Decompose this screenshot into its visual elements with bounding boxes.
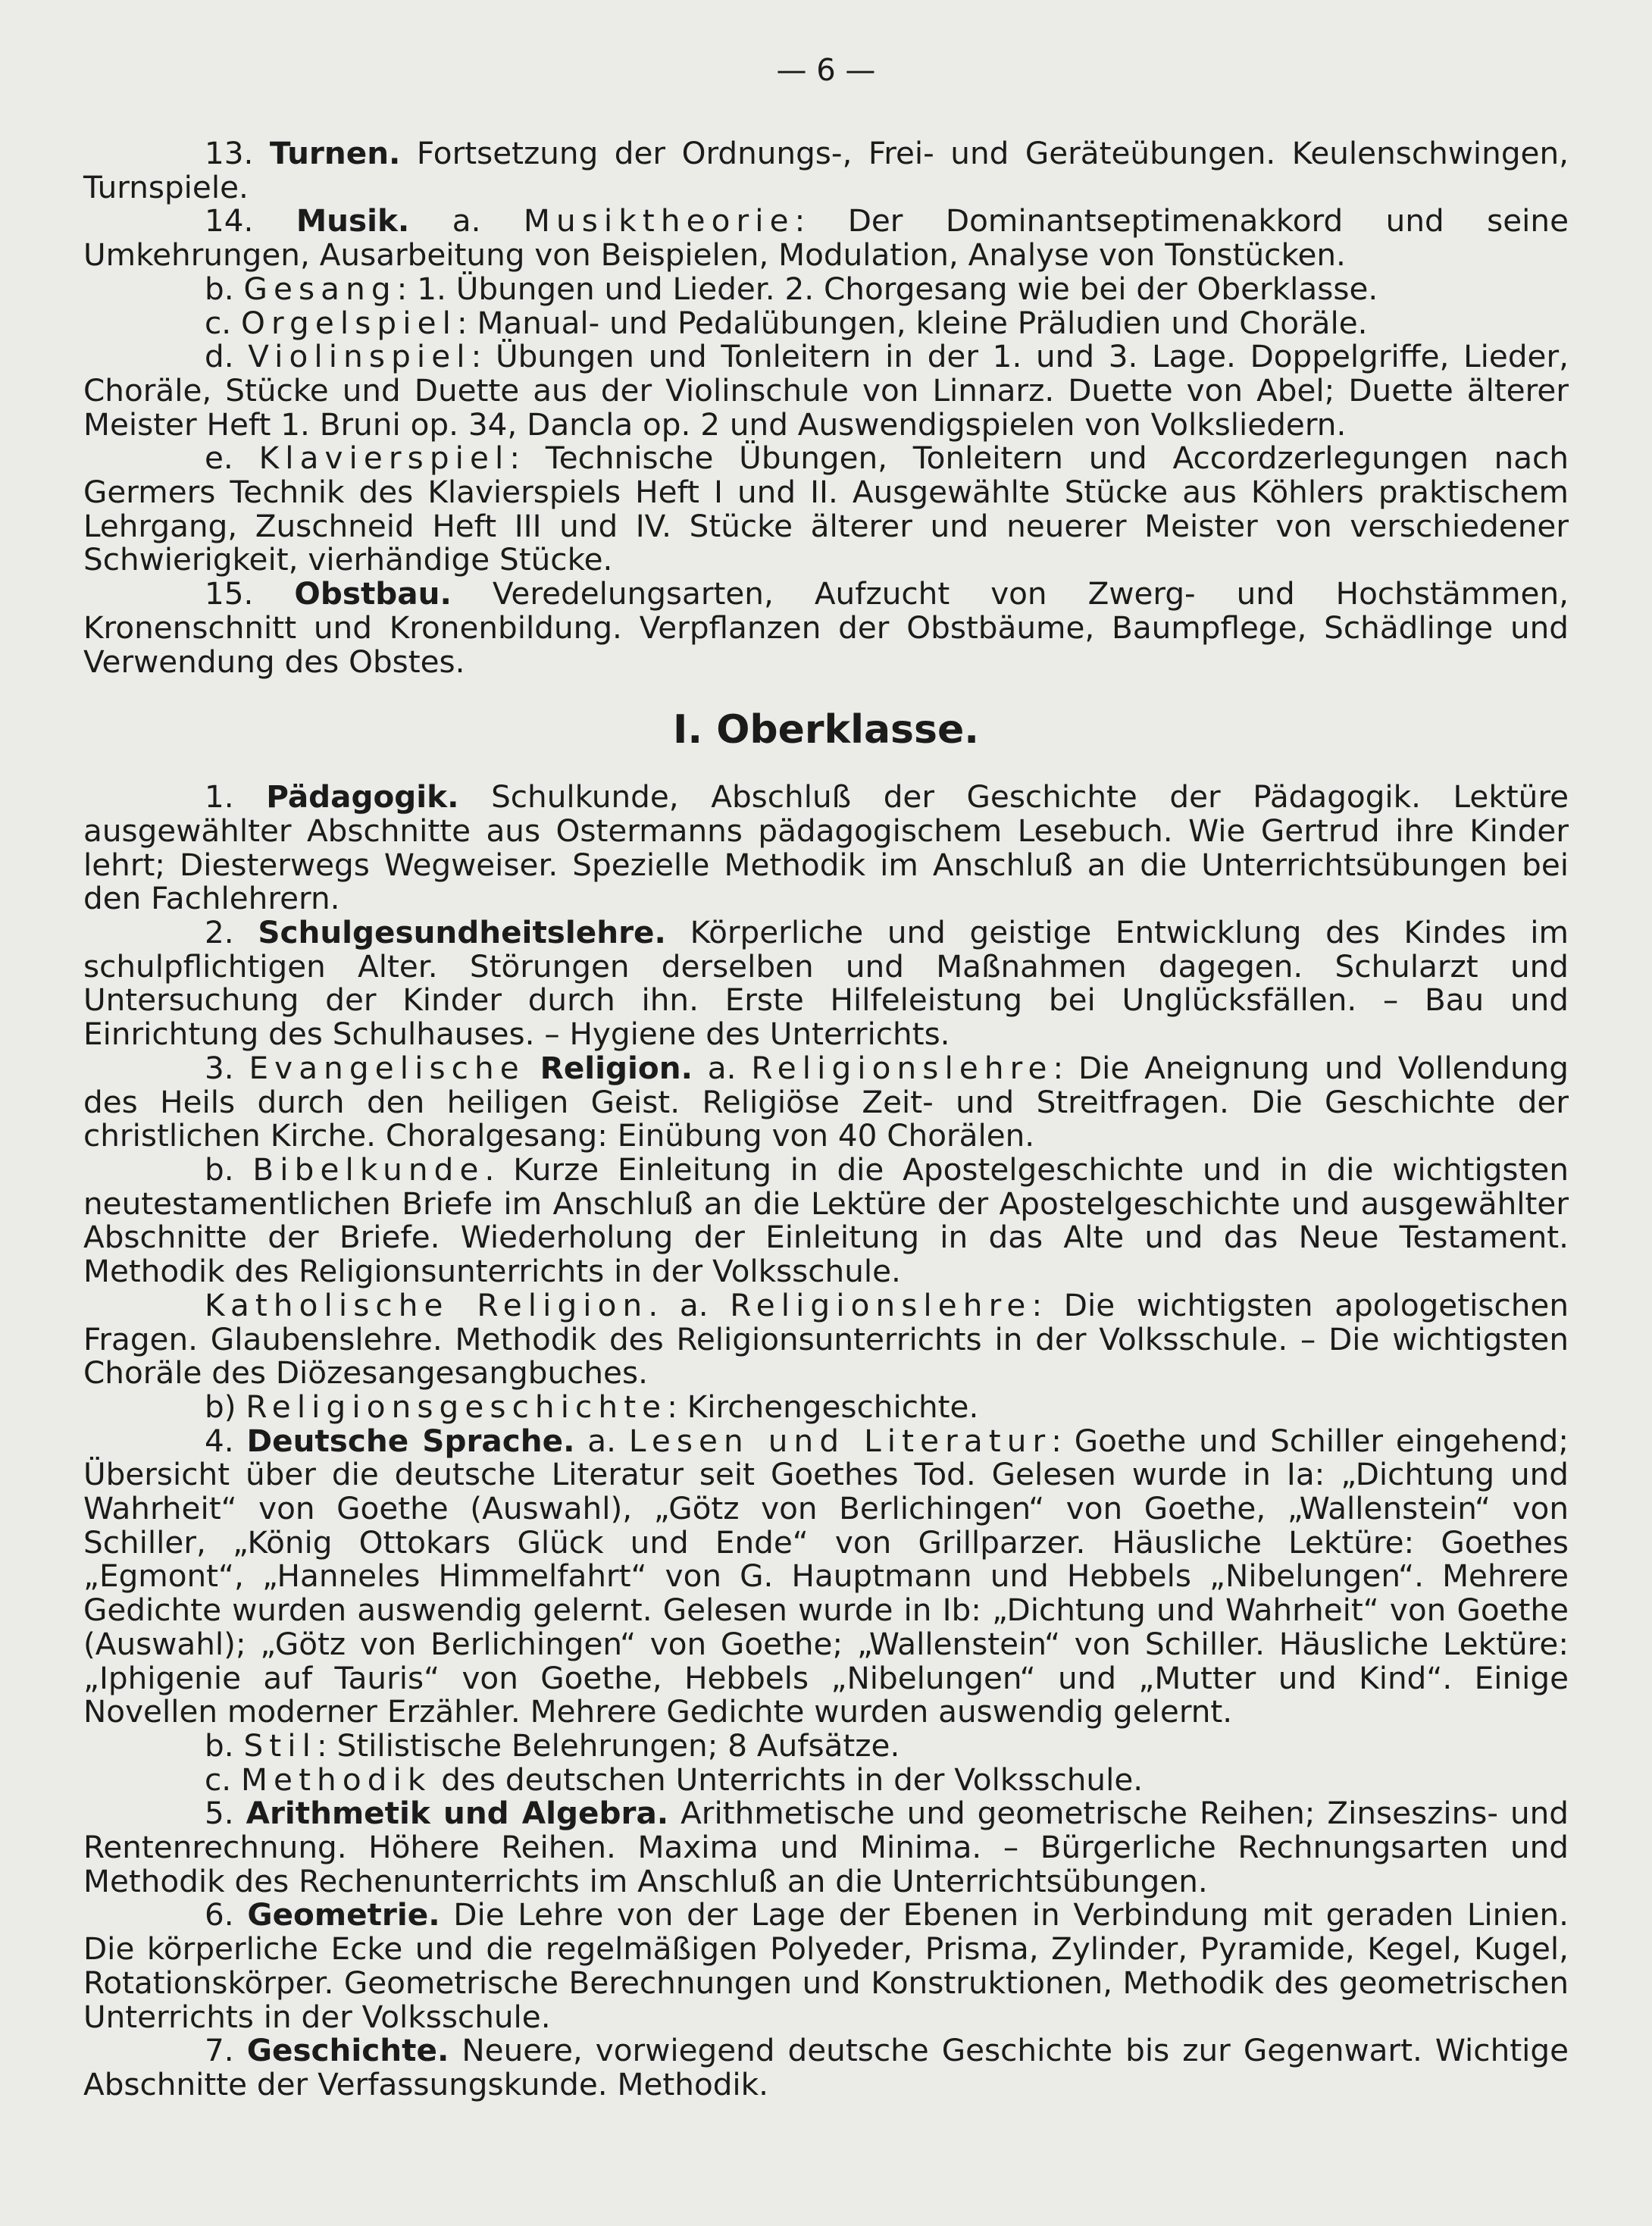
spaced-term: Orgelspiel [241,304,457,341]
paragraph-text: Fortsetzung der Ordnungs-, Frei- und Geräteübungen. Keulenschwingen, Turnspiele. [83,135,1569,205]
item-number: 7. [205,2032,234,2069]
spaced-term: Stil [243,1727,317,1764]
sub-label: a. [574,1422,629,1459]
spaced-term: Lesen und Literatur [628,1422,1052,1459]
spaced-term: Klavierspiel [258,440,510,477]
sub-label: c. [205,1761,242,1798]
sub-label: e. [205,440,259,477]
section-title: I. Oberklasse. [673,707,979,753]
paragraph-paedagogik [83,780,1569,916]
subject-heading: Musik. [296,202,410,240]
subject-heading: Obstbau. [294,575,452,612]
paragraph-schulgesundheitslehre [83,916,1569,1051]
paragraph-text: : Die Aneignung und Vollendung des Heils durch den heiligen Geist. Religiöse Zeit- und Streitfragen. Die Geschichte der christlichen Kirche. Choralgesang: Einübung von 40 Chorälen. [83,1049,1569,1154]
subject-heading: Geometrie. [247,1896,440,1933]
paragraph-text: Die Lehre von der Lage der Ebenen in Verbindung mit geraden Linien. Die körperliche Ecke und die regelmäßigen Polyeder, Prisma, Zylinder, Pyramide, Kegel, Kugel, Rotationskörper. Geometrische Berechnungen und Konstruktionen, Methodik des geometrischen Unterrichts in der Volksschule. [83,1896,1569,2035]
paragraph-text: : 1. Übungen und Lieder. 2. Chorgesang wie bei der Oberklasse. [396,270,1378,307]
spaced-term: Methodik [241,1761,432,1798]
paragraph-orgelspiel [83,306,1569,340]
paragraph-text: : Die wichtigsten apologetischen Fragen. Glaubenslehre. Methodik des Religionsunterrichts in der Volksschule. – Die wichtigsten Choräle des Diözesangesangbuches. [83,1286,1569,1392]
spaced-term: Gesang [243,270,397,307]
paragraph-turnen [83,136,1569,204]
sub-label: a. [692,1049,752,1086]
paragraph-stil [83,1729,1569,1763]
sub-label: . a. [648,1286,731,1323]
page-number: — 6 — [776,53,876,88]
item-number: 1. [205,778,234,816]
spaced-term: Religionslehre [751,1049,1053,1086]
spaced-term: Bibelkunde [252,1151,485,1188]
paragraph-klavierspiel [83,441,1569,577]
paragraph-text: Neuere, vorwiegend deutsche Geschichte bis zur Gegenwart. Wichtige Abschnitte der Verfassungskunde. Methodik. [83,2032,1569,2102]
sub-label: d. [205,338,249,375]
item-number: 3. [205,1049,234,1086]
paragraph-geschichte [83,2033,1569,2101]
paragraph-text: Arithmetische und geometrische Reihen; Zinseszins- und Rentenrechnung. Höhere Reihen. Maxima und Minima. – Bürgerliche Rechnungsarten und Methodik des Rechenunterrichts im Anschluß an die Unterrichtsübungen. [83,1795,1569,1899]
item-number: 6. [205,1896,234,1933]
sub-label: b. [205,1727,244,1764]
sub-label: b. [205,270,244,307]
paragraph-text: . Kurze Einleitung in die Apostelgeschichte und in die wichtigsten neutestamentlichen Briefe im Anschluß an die Lektüre der Apostelgeschichte und ausgewählter Abschnitte der Briefe. Wiederholung der Einleitung in das Alte und das Neue Testament. Methodik des Religionsunterrichts in der Volksschule. [83,1151,1569,1290]
item-number: 5. [205,1795,234,1832]
spaced-term: Katholische Religion [205,1286,649,1323]
subject-heading: Arithmetik und Algebra. [246,1795,669,1832]
paragraph-text: : Manual- und Pedalübungen, kleine Präludien und Choräle. [456,304,1368,341]
paragraph-religion [83,1051,1569,1153]
paragraph-violinspiel [83,340,1569,441]
paragraph-text: : Stilistische Belehrungen; 8 Aufsätze. [316,1727,900,1764]
paragraph-text: : Goethe und Schiller eingehend; Übersicht über die deutsche Literatur seit Goethes Tod. Gelesen wurde in Ia: „Dichtung und Wahrheit“ von Goethe (Auswahl), „Götz von Berlichingen“ von Goethe, „Wallenstein“ von Schiller, „König Ottokars Glück und Ende“ von Grillparzer. Häusliche Lektüre: Goethes „Egmont“, „Hanneles Himmelfahrt“ von G. Hauptmann und Hebbels „Nibelungen“. Mehrere Gedichte wurden auswendig gelernt. Gelesen wurde in Ib: „Dichtung und Wahrheit“ von Goethe (Auswahl); „Götz von Berlichingen“ von Goethe; „Wallenstein“ von Schiller. Häusliche Lektüre: „Iphigenie auf Tauris“ von Goethe, Hebbels „Nibelungen“ und „Mutter und Kind“. Einige Novellen moderner Erzähler. Mehrere Gedichte wurden auswendig gelernt. [83,1422,1569,1730]
sub-label: c. [205,304,242,341]
paragraph-deutsche-sprache [83,1424,1569,1729]
spaced-term: Religionsgeschichte [246,1388,668,1425]
paragraph-text: des deutschen Unterrichts in der Volksschule. [431,1761,1144,1798]
paragraph-text: : Kirchengeschichte. [667,1388,979,1425]
subject-heading: Geschichte. [246,2032,449,2069]
paragraph-methodik [83,1763,1569,1797]
spaced-term: Musiktheorie [523,202,795,240]
document-body [83,136,1569,2102]
paragraph-gesang [83,272,1569,306]
subject-heading: Religion. [540,1049,693,1086]
item-number: 14. [205,202,254,240]
sub-label: b) [205,1388,246,1425]
paragraph-geometrie [83,1898,1569,2033]
spaced-term: Evangelische [249,1049,525,1086]
paragraph-bibelkunde [83,1153,1569,1288]
subject-heading: Deutsche Sprache. [246,1422,575,1459]
item-number: 4. [205,1422,234,1459]
paragraph-arithmetik [83,1796,1569,1898]
paragraph-musik [83,202,1569,274]
paragraph-text: Schulkunde, Abschluß der Geschichte der Pädagogik. Lektüre ausgewählter Abschnitte aus Ostermanns pädagogischem Lesebuch. Wie Gertrud ihre Kinder lehrt; Diesterwegs Wegweiser. Spezielle Methodik im Anschluß an die Unterrichtsübungen bei den Fachlehrern. [83,778,1569,917]
sub-label: a. [409,202,524,240]
item-number: 15. [205,575,254,612]
item-number: 2. [205,914,234,951]
spaced-term: Religionslehre [730,1286,1032,1323]
paragraph-text: Veredelungsarten, Aufzucht von Zwerg- und Hochstämmen, Kronenschnitt und Kronenbildung. Verpflanzen der Obstbäume, Baumpflege, Schädlinge und Verwendung des Obstes. [83,575,1569,680]
subject-heading: Schulgesundheitslehre. [258,914,666,951]
subject-heading: Turnen. [269,135,401,171]
sub-label: b. [205,1151,253,1188]
paragraph-text: : Technische Übungen, Tonleitern und Accordzerlegungen nach Germers Technik des Klavierspiels Heft I und II. Ausgewählte Stücke aus Köhlers praktischem Lehrgang, Zuschneid Heft III und IV. Stücke älterer und neuerer Meister von verschiedener Schwierigkeit, vierhändige Stücke. [83,440,1569,578]
subject-heading: Pädagogik. [266,778,459,816]
paragraph-text: Körperliche und geistige Entwicklung des Kindes im schulpflichtigen Alter. Störungen derselben und Maßnahmen dagegen. Schularzt und Untersuchung der Kinder durch ihn. Erste Hilfeleistung bei Unglücksfällen. – Bau und Einrichtung des Schulhauses. – Hygiene des Unterrichts. [83,914,1569,1053]
item-number: 13. [205,135,254,171]
spaced-term: Violinspiel [248,338,471,375]
paragraph-katholische-religion [83,1288,1569,1390]
paragraph-religionsgeschichte [83,1390,1569,1424]
paragraph-text: : Übungen und Tonleitern in der 1. und 3. Lage. Doppelgriffe, Lieder, Choräle, Stücke und Duette aus der Violinschule von Linnarz. Duette von Abel; Duette älterer Meister Heft 1. Bruni op. 34, Dancla op. 2 und Auswendigspielen von Volksliedern. [83,338,1569,443]
paragraph-text: : Der Dominantseptimenakkord und seine Umkehrungen, Ausarbeitung von Beispielen, Modulation, Analyse von Tonstücken. [83,202,1569,274]
paragraph-obstbau [83,577,1569,678]
